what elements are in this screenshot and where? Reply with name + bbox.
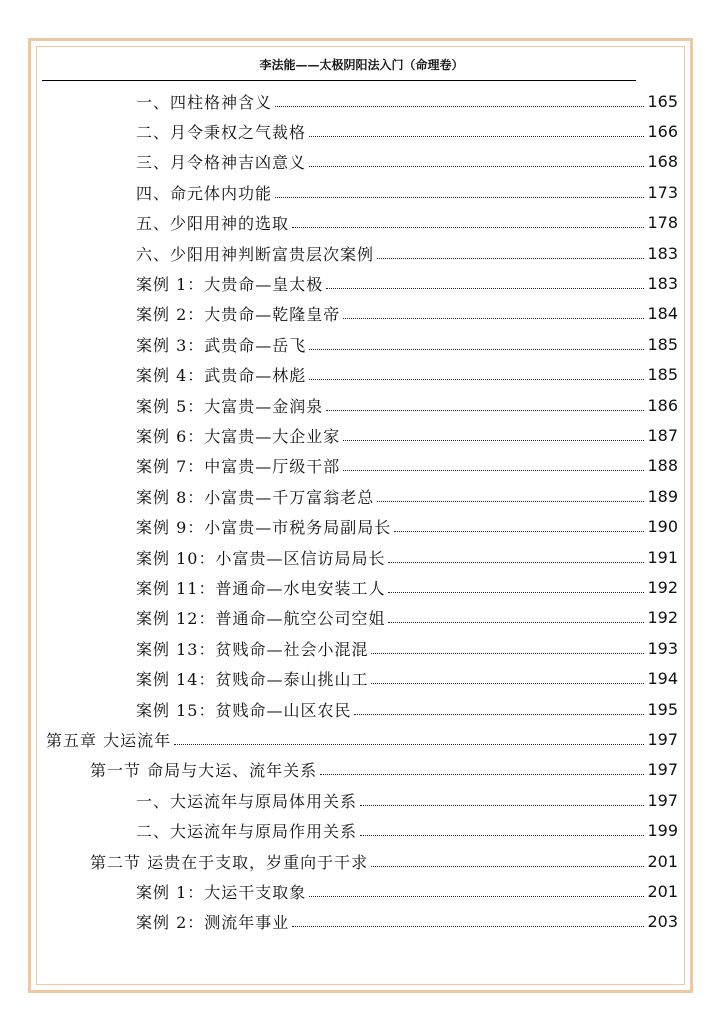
toc-entry-title: 第二节 运贵在于支取，岁重向于干求 xyxy=(90,852,369,872)
toc-entry-title: 第一节 命局与大运、流年关系 xyxy=(90,761,318,781)
toc-entry[interactable] xyxy=(136,268,678,298)
toc-entry[interactable] xyxy=(136,572,678,602)
toc-entry[interactable] xyxy=(90,755,678,785)
toc-entry-page-number: 199 xyxy=(647,821,678,841)
toc-entry-page-number: 186 xyxy=(647,395,678,415)
dot-leader xyxy=(354,714,644,715)
dot-leader xyxy=(343,440,644,441)
toc-entry-page-number: 188 xyxy=(647,456,678,476)
toc-entry[interactable] xyxy=(136,816,678,846)
toc-entry-page-number: 166 xyxy=(647,121,678,141)
toc-entry-page-number: 201 xyxy=(647,851,678,871)
toc-entry-page-number: 187 xyxy=(647,425,678,445)
toc-entry-title: 第五章 大运流年 xyxy=(46,730,172,750)
dot-leader xyxy=(343,470,644,471)
dot-leader xyxy=(343,318,644,319)
toc-entry[interactable] xyxy=(136,542,678,572)
toc-entry-page-number: 184 xyxy=(647,304,678,324)
toc-entry-title: 案例 15：贫贱命—山区农民 xyxy=(136,700,352,720)
toc-entry-title: 案例 1：大运干支取象 xyxy=(136,882,307,902)
toc-entry-page-number: 203 xyxy=(647,912,678,932)
toc-entry[interactable] xyxy=(136,664,678,694)
toc-entry-page-number: 189 xyxy=(647,486,678,506)
toc-entry[interactable] xyxy=(136,603,678,633)
dot-leader xyxy=(371,683,644,684)
toc-entry[interactable] xyxy=(136,299,678,329)
toc-entry[interactable] xyxy=(136,512,678,542)
toc-entry[interactable] xyxy=(46,724,678,754)
toc-entry-page-number: 185 xyxy=(647,365,678,385)
dot-leader xyxy=(388,592,644,593)
toc-entry[interactable] xyxy=(136,86,678,116)
toc-entry-title: 二、大运流年与原局作用关系 xyxy=(136,822,358,842)
toc-entry-page-number: 195 xyxy=(647,699,678,719)
dot-leader xyxy=(292,926,644,927)
dot-leader xyxy=(309,166,644,167)
toc-entry[interactable] xyxy=(136,481,678,511)
running-header: 李法能——太极阴阳法入门（命理卷） xyxy=(259,58,464,72)
dot-leader xyxy=(174,744,644,745)
dot-leader xyxy=(371,653,644,654)
dot-leader xyxy=(275,197,644,198)
dot-leader xyxy=(292,227,644,228)
toc-entry-title: 案例 8：小富贵—千万富翁老总 xyxy=(136,487,375,507)
toc-entry-title: 案例 12：普通命—航空公司空姐 xyxy=(136,609,386,629)
toc-entry[interactable] xyxy=(136,147,678,177)
toc-entry[interactable] xyxy=(136,420,678,450)
dot-leader xyxy=(320,774,644,775)
toc-entry-title: 五、少阳用神的选取 xyxy=(136,214,290,234)
toc-entry-page-number: 183 xyxy=(647,273,678,293)
dot-leader xyxy=(309,349,644,350)
toc-entry-page-number: 178 xyxy=(647,213,678,233)
dot-leader xyxy=(377,501,644,502)
toc-entry-page-number: 193 xyxy=(647,638,678,658)
dot-leader xyxy=(371,866,644,867)
toc-entry-title: 案例 6：大富贵—大企业家 xyxy=(136,426,341,446)
toc-entry-title: 案例 9：小富贵—市税务局副局长 xyxy=(136,518,392,538)
toc-entry-page-number: 197 xyxy=(647,729,678,749)
toc-entry-page-number: 194 xyxy=(647,669,678,689)
dot-leader xyxy=(388,562,644,563)
toc-entry-page-number: 192 xyxy=(647,608,678,628)
dot-leader xyxy=(388,622,644,623)
toc-entry-page-number: 173 xyxy=(647,182,678,202)
toc-entry-page-number: 183 xyxy=(647,243,678,263)
toc-entry[interactable] xyxy=(136,177,678,207)
toc-entry[interactable] xyxy=(136,360,678,390)
toc-entry-page-number: 191 xyxy=(647,547,678,567)
dot-leader xyxy=(326,288,644,289)
toc-entry-title: 案例 11：普通命—水电安装工人 xyxy=(136,578,386,598)
toc-entry[interactable] xyxy=(136,390,678,420)
toc-entry-page-number: 201 xyxy=(647,881,678,901)
toc-entry-title: 一、四柱格神含义 xyxy=(136,92,273,112)
toc-entry-title: 案例 13：贫贱命—社会小混混 xyxy=(136,639,369,659)
toc-entry-title: 案例 10：小富贵—区信访局局长 xyxy=(136,548,386,568)
dot-leader xyxy=(309,379,644,380)
header-rule xyxy=(42,80,636,81)
toc-entry-page-number: 192 xyxy=(647,577,678,597)
dot-leader xyxy=(326,410,644,411)
toc-entry-page-number: 168 xyxy=(647,152,678,172)
toc-entry-page-number: 185 xyxy=(647,334,678,354)
toc-entry-page-number: 197 xyxy=(647,790,678,810)
toc-entry-title: 案例 5：大富贵—金润泉 xyxy=(136,396,324,416)
toc-entry[interactable] xyxy=(136,116,678,146)
toc-entry-title: 案例 7：中富贵—厅级干部 xyxy=(136,457,341,477)
toc-entry-page-number: 165 xyxy=(647,91,678,111)
toc-entry-title: 四、命元体内功能 xyxy=(136,183,273,203)
toc-entry[interactable] xyxy=(136,876,678,906)
toc-entry-title: 六、少阳用神判断富贵层次案例 xyxy=(136,244,375,264)
toc-entry-title: 案例 2：大贵命—乾隆皇帝 xyxy=(136,305,341,325)
dot-leader xyxy=(360,835,644,836)
toc-entry[interactable] xyxy=(136,451,678,481)
toc-entry-title: 案例 1：大贵命—皇太极 xyxy=(136,274,324,294)
toc-entry[interactable] xyxy=(90,846,678,876)
toc-entry-page-number: 190 xyxy=(647,517,678,537)
toc-entry[interactable] xyxy=(136,208,678,238)
toc-entry[interactable] xyxy=(136,907,678,937)
toc-entry[interactable] xyxy=(136,785,678,815)
toc-entry-title: 二、月令秉权之气裁格 xyxy=(136,122,307,142)
toc-entry[interactable] xyxy=(136,329,678,359)
toc-entry-title: 案例 3：武贵命—岳飞 xyxy=(136,335,307,355)
dot-leader xyxy=(309,136,644,137)
toc-entry-title: 案例 14：贫贱命—泰山挑山工 xyxy=(136,670,369,690)
dot-leader xyxy=(309,896,644,897)
toc-entry[interactable] xyxy=(136,694,678,724)
dot-leader xyxy=(394,531,644,532)
dot-leader xyxy=(275,106,644,107)
toc-entry-title: 案例 2：测流年事业 xyxy=(136,913,290,933)
toc-entry-page-number: 197 xyxy=(647,760,678,780)
toc-entry[interactable] xyxy=(136,238,678,268)
toc-entry[interactable] xyxy=(136,633,678,663)
toc-entry-title: 三、月令格神吉凶意义 xyxy=(136,153,307,173)
dot-leader xyxy=(360,805,644,806)
toc-entry-title: 一、大运流年与原局体用关系 xyxy=(136,791,358,811)
dot-leader xyxy=(377,258,644,259)
toc-entry-title: 案例 4：武贵命—林彪 xyxy=(136,366,307,386)
